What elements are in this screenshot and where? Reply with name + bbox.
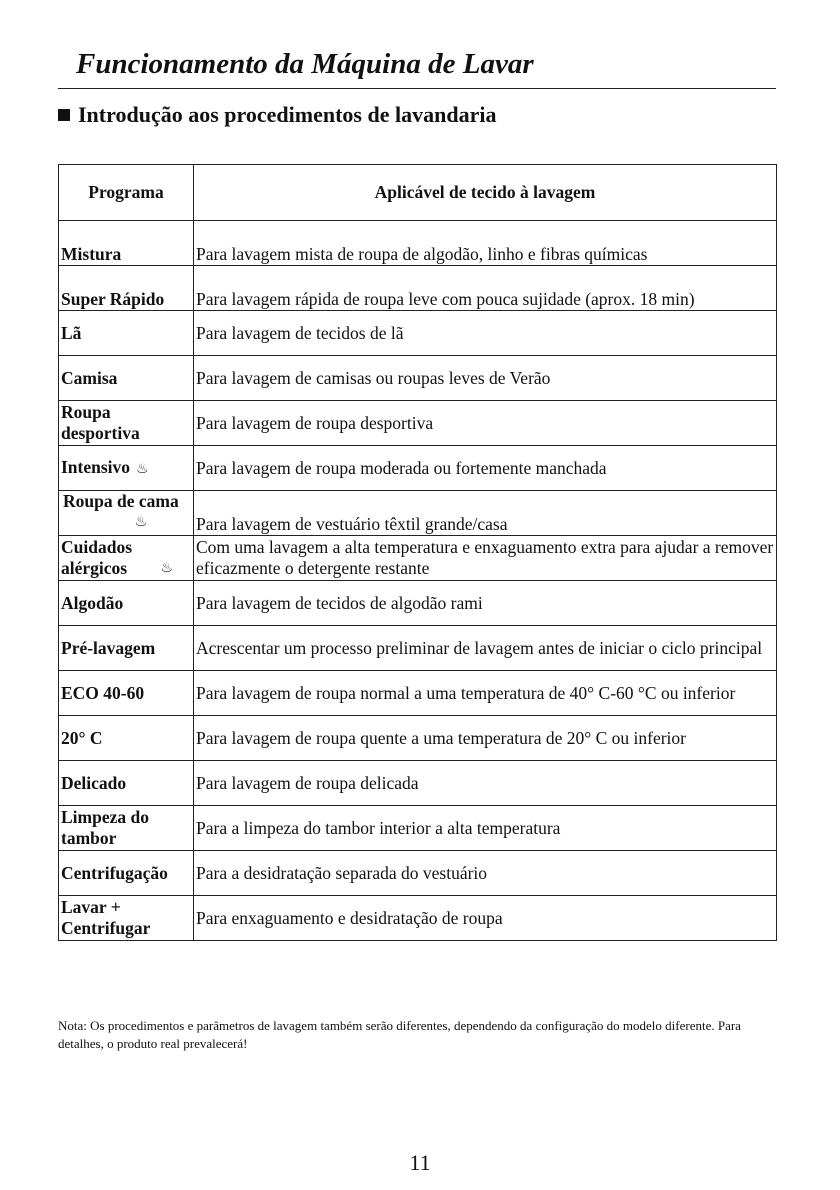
program-name: Pré-lavagem: [61, 637, 156, 658]
header-program: Programa: [59, 165, 194, 221]
description-cell: Para lavagem de camisas ou roupas leves de Verão: [194, 356, 777, 401]
table-header-row: [59, 165, 777, 221]
program-cell: [59, 716, 194, 761]
page-number: 11: [409, 1150, 431, 1175]
section-heading: [58, 102, 496, 128]
program-name: Limpeza do tambor: [61, 807, 149, 848]
program-name: 20° C: [61, 727, 103, 748]
description-cell: Para lavagem mista de roupa de algodão, linho e fibras químicas: [194, 221, 777, 266]
description-cell: Para lavagem rápida de roupa leve com pouca sujidade (aprox. 18 min): [194, 266, 777, 311]
program-cell: [59, 356, 194, 401]
description-cell: Acrescentar um processo preliminar de lavagem antes de iniciar o ciclo principal: [194, 626, 777, 671]
program-name: Mistura: [61, 244, 122, 264]
description-cell: Para lavagem de tecidos de lã: [194, 311, 777, 356]
program-name: Intensivo: [61, 456, 131, 477]
steam-icon: ♨: [160, 561, 173, 576]
description-cell: Para enxaguamento e desidratação de roupa: [194, 896, 777, 941]
bullet-square-icon: [58, 109, 70, 121]
program-name: Lã: [61, 322, 82, 343]
program-name: Lavar + Centrifugar: [61, 897, 151, 938]
program-cell: [59, 761, 194, 806]
table-row: [59, 806, 777, 851]
program-cell: [59, 626, 194, 671]
table-row: [59, 491, 777, 536]
program-cell: [59, 806, 194, 851]
description-cell: Para lavagem de roupa moderada ou fortemente manchada: [194, 446, 777, 491]
program-cell: [59, 896, 194, 941]
program-cell: [59, 536, 194, 581]
description-cell: Para a limpeza do tambor interior a alta temperatura: [194, 806, 777, 851]
program-cell: [59, 266, 194, 311]
program-name: Delicado: [61, 772, 127, 793]
table-row: [59, 536, 777, 581]
table-row: [59, 671, 777, 716]
steam-icon: ♨: [134, 515, 148, 530]
section-title: Introdução aos procedimentos de lavandaria: [78, 102, 497, 127]
program-cell: [59, 311, 194, 356]
program-cell: [59, 221, 194, 266]
program-name: Cuidados alérgicos: [61, 537, 133, 578]
description-cell: Para lavagem de roupa delicada: [194, 761, 777, 806]
table-row: [59, 761, 777, 806]
steam-icon: ♨: [136, 461, 149, 477]
program-cell: [59, 851, 194, 896]
description-cell: Para lavagem de roupa desportiva: [194, 401, 777, 446]
program-name: Roupa de cama: [63, 491, 179, 511]
program-cell: [59, 491, 194, 536]
table-row: [59, 401, 777, 446]
table-row: [59, 446, 777, 491]
description-cell: Para lavagem de roupa quente a uma temperatura de 20° C ou inferior: [194, 716, 777, 761]
program-name: Super Rápido: [61, 289, 165, 309]
program-cell: [59, 671, 194, 716]
program-table: [58, 164, 777, 941]
description-cell: Com uma lavagem a alta temperatura e enxaguamento extra para ajudar a remover eficazmente o detergente restante: [194, 536, 777, 581]
description-cell: Para lavagem de roupa normal a uma temperatura de 40° C-60 °C ou inferior: [194, 671, 777, 716]
table-row: [59, 896, 777, 941]
table-row: [59, 581, 777, 626]
program-cell: [59, 581, 194, 626]
table-row: [59, 311, 777, 356]
table-row: [59, 266, 777, 311]
program-name: ECO 40-60: [61, 682, 145, 703]
table-row: [59, 221, 777, 266]
table-row: [59, 626, 777, 671]
table-row: [59, 716, 777, 761]
table-row: [59, 356, 777, 401]
page-title: Funcionamento da Máquina de Lavar: [76, 48, 534, 80]
table-row: [59, 851, 777, 896]
description-cell: Para lavagem de tecidos de algodão rami: [194, 581, 777, 626]
description-cell: Para lavagem de vestuário têxtil grande/casa: [194, 491, 777, 536]
program-name: Algodão: [61, 592, 124, 613]
program-name: Roupa desportiva: [61, 402, 140, 443]
title-divider: [58, 88, 776, 89]
description-cell: Para a desidratação separada do vestuário: [194, 851, 777, 896]
program-cell: [59, 401, 194, 446]
note-text: Nota: Os procedimentos e parâmetros de lavagem também serão diferentes, dependendo da configuração do modelo diferente. Para detalhes, o produto real prevalecerá!: [58, 1018, 741, 1051]
header-description: Aplicável de tecido à lavagem: [194, 165, 777, 221]
program-cell: [59, 446, 194, 491]
program-name: Camisa: [61, 367, 118, 388]
program-name: Centrifugação: [61, 862, 168, 883]
